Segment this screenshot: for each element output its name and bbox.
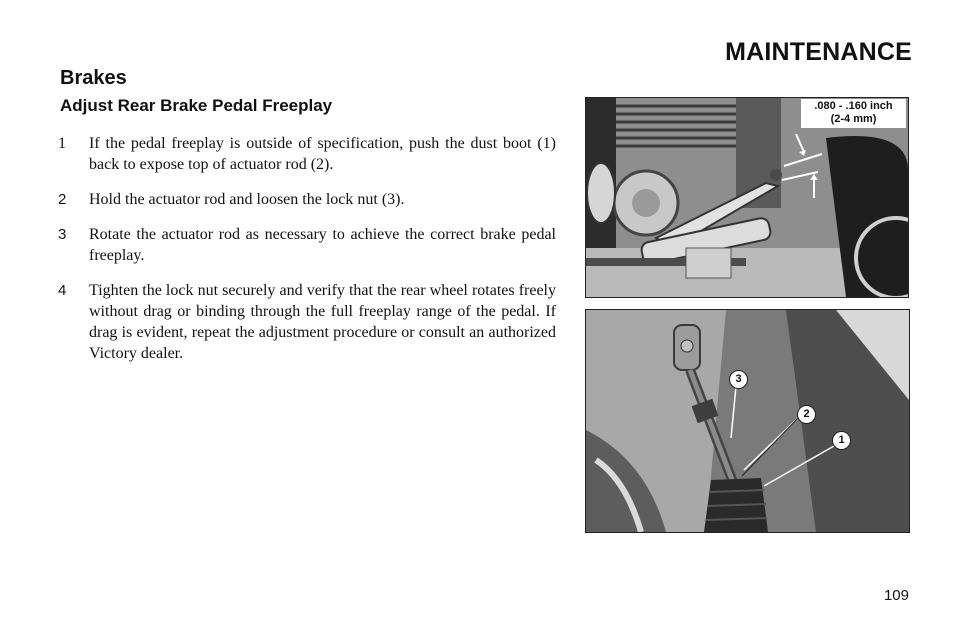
procedure-title: Adjust Rear Brake Pedal Freeplay: [60, 96, 333, 115]
freeplay-spec-inches: .080 - .160 inch: [814, 100, 893, 112]
running-header: MAINTENANCE: [725, 38, 912, 66]
freeplay-spec-label: [801, 99, 906, 128]
step-text: Rotate the actuator rod as necessary to achieve the correct brake pedal freeplay.: [89, 226, 556, 264]
step-number: 1: [58, 135, 66, 152]
callout-lock-nut: 3: [729, 370, 748, 389]
freeplay-spec-mm: (2-4 mm): [830, 113, 877, 125]
step-text: Tighten the lock nut securely and verify that the rear wheel rotates freely without drag or binding through the full freeplay range of the pedal. If drag is evident, repeat the adjustment procedure or consult an authorized Victory dealer.: [89, 282, 556, 362]
step-number: 3: [58, 226, 67, 243]
actuator-rod-illustration: [586, 310, 909, 532]
procedure-steps: [58, 133, 556, 378]
step-item: [58, 133, 556, 175]
page-number: 109: [883, 587, 909, 604]
callout-dust-boot: 1: [832, 431, 851, 450]
section-title: Brakes: [60, 67, 127, 89]
step-item: [58, 280, 556, 364]
step-number: 2: [58, 191, 67, 208]
step-number: 4: [58, 282, 67, 299]
step-text: Hold the actuator rod and loosen the lock nut (3).: [89, 191, 405, 208]
step-item: [58, 189, 556, 210]
step-item: [58, 224, 556, 266]
step-text: If the pedal freeplay is outside of specification, push the dust boot (1) back to expose top of actuator rod (2).: [89, 135, 556, 173]
brake-pedal-photo: [585, 97, 909, 298]
actuator-rod-photo: [585, 309, 910, 533]
callout-actuator-rod: 2: [797, 405, 816, 424]
